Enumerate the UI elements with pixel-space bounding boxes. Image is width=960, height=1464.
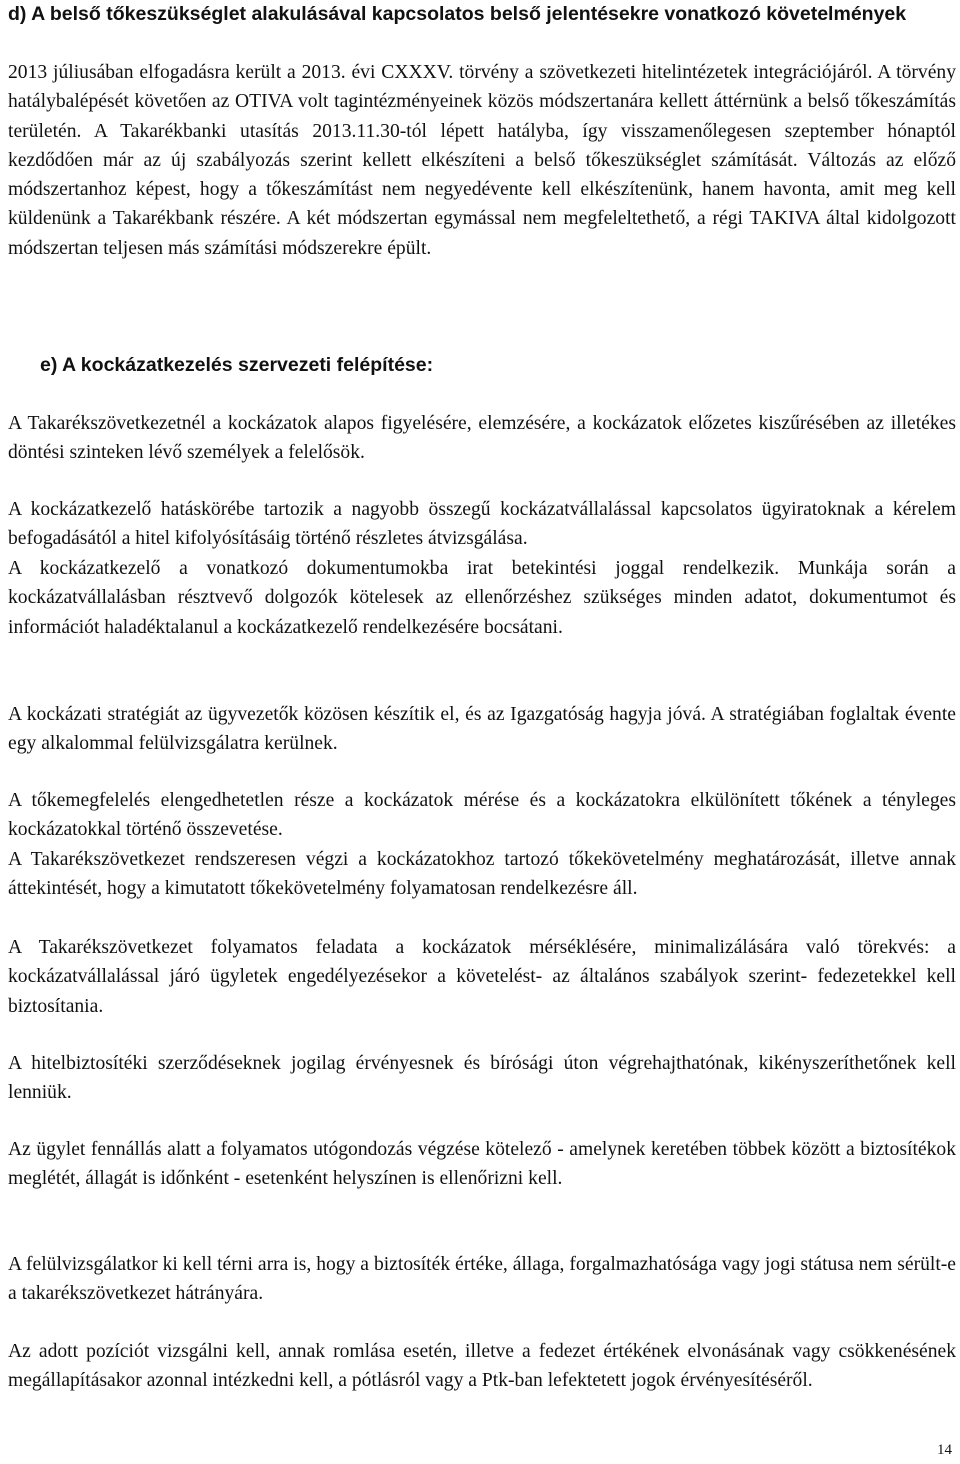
paragraph-risk-manager-rights: A kockázatkezelő a vonatkozó dokumentumokba irat betekintési joggal rendelkezik. Munkája során a kockázatvállalásban résztvevő dolgozók kötelesek az ellenőrzéshez szükséges minden adatot, dokumentumot és információt haladéktalanul a kockázatkezelő rendelkezésére bocsátani. xyxy=(8,558,956,638)
paragraph-aftercare: Az ügylet fennállás alatt a folyamatos utógondozás végzése kötelező - amelynek keretében többek között a biztosítékok meglétét, állagát is időnként - esetenként helyszínen is ellenőrizni kell. xyxy=(8,1139,956,1190)
page-number: 14 xyxy=(937,1442,952,1458)
paragraph-responsibility: A Takarékszövetkezetnél a kockázatok alapos figyelésére, elemzésére, a kockázatok előzetes kiszűrésében az illetékes döntési szinteken lévő személyek a felelősök. xyxy=(8,413,956,464)
paragraph-risk-manager-scope: A kockázatkezelő hatáskörébe tartozik a nagyobb összegű kockázatvállalással kapcsolatos ügyiratoknak a kérelem befogadásától a hitel kifolyósításáig történő részletes átvizsgálása. xyxy=(8,499,956,550)
paragraph-position-monitoring: Az adott pozíciót vizsgálni kell, annak romlása esetén, illetve a fedezet értékének elvonásának vagy csökkenésének megállapításakor azonnal intézkedni kell, a pótlásról vagy a Ptk-ban lefektetett jogok érvényesítéséről. xyxy=(8,1341,956,1392)
paragraph-capital-requirement: A Takarékszövetkezet rendszeresen végzi a kockázatokhoz tartozó tőkekövetelmény meghatározását, illetve annak áttekintését, hogy a kimutatott tőkekövetelmény folyamatosan rendelkezésre áll. xyxy=(8,849,956,900)
section-d-heading: d) A belső tőkeszükséglet alakulásával kapcsolatos belső jelentésekre vonatkozó követelmények xyxy=(8,3,907,25)
paragraph-risk-mitigation: A Takarékszövetkezet folyamatos feladata a kockázatok mérséklésére, minimalizálására való törekvés: a kockázatvállalással járó ügyletek engedélyezésekor a követelést- az általános szabályok szerint- fedezetekkel kell biztosítania. xyxy=(8,937,956,1017)
section-d-paragraph: 2013 júliusában elfogadásra került a 2013. évi CXXXV. törvény a szövetkezeti hitelintézetek integrációjáról. A törvény hatálybalépését követően az OTIVA volt tagintézményeinek közös módszertanára kellett áttérnünk a belső tőkeszámítás területén. A Takarékbanki utasítás 2013.11.30-tól lépett hatályba, így visszamenőlegesen szeptember hónaptól kezdődően már az új szabályozás szerint kellett elkészíteni a belső tőkeszükséglet számítását. Változás az előző módszertanhoz képest, hogy a tőkeszámítást nem negyedévente kell elkészítenünk, hanem havonta, amit meg kell küldenünk a Takarékbank részére. A két módszertan egymással nem megfeleltethető, a régi TAKIVA által kidolgozott módszertan teljesen más számítási módszerekre épült. xyxy=(8,62,956,259)
paragraph-risk-strategy: A kockázati stratégiát az ügyvezetők közösen készítik el, és az Igazgatóság hagyja jóvá. A stratégiában foglaltak évente egy alkalommal felülvizsgálatra kerülnek. xyxy=(8,704,956,755)
paragraph-capital-adequacy: A tőkemegfelelés elengedhetetlen része a kockázatok mérése és a kockázatokra elkülönített tőkének a tényleges kockázatokkal történő összevetése. xyxy=(8,790,956,841)
section-e-heading: e) A kockázatkezelés szervezeti felépítése: xyxy=(40,354,434,376)
paragraph-review: A felülvizsgálatkor ki kell térni arra is, hogy a biztosíték értéke, állaga, forgalmazhatósága vagy jogi státusa nem sérült-e a takarékszövetkezet hátrányára. xyxy=(8,1254,956,1305)
paragraph-collateral-contracts: A hitelbiztosítéki szerződéseknek jogilag érvényesnek és bírósági úton végrehajthatónak, kikényszeríthetőnek kell lenniük. xyxy=(8,1053,956,1104)
